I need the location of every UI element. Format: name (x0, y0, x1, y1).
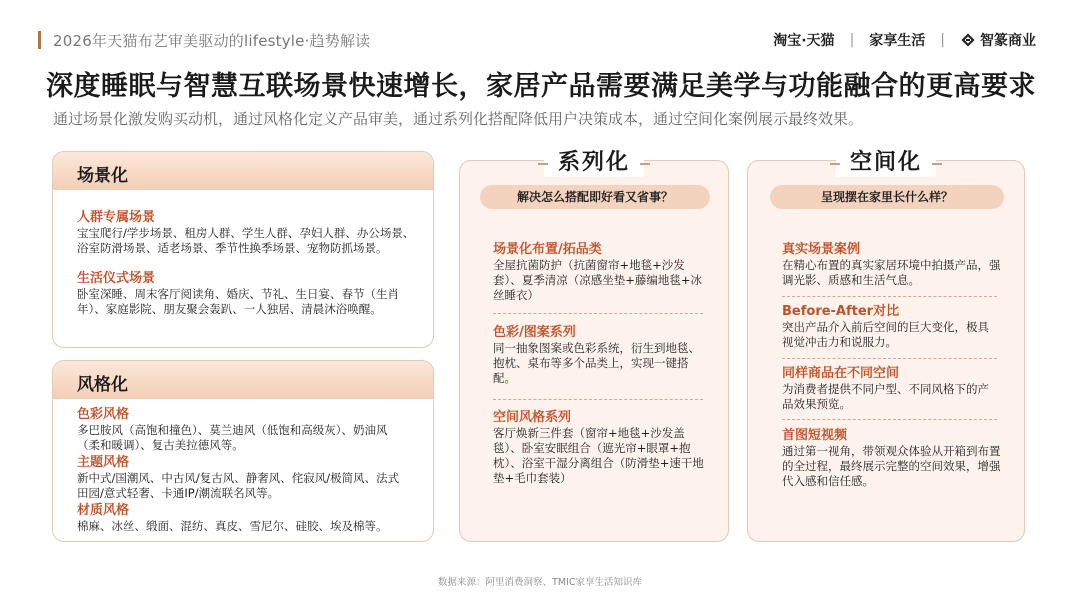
section-divider (493, 313, 703, 314)
scene-section-title: 生活仪式场景 (77, 271, 156, 286)
space-section-title: 同样商品在不同空间 (782, 366, 900, 381)
space-section-body: 为消费者提供不同户型、不同风格下的产品效果预览。 (782, 382, 989, 411)
scene-heading: 场景化 (77, 166, 128, 186)
brand-separator: | (940, 32, 945, 48)
series-section-title: 色彩/图案系列 (493, 325, 576, 340)
scene-section-body: 卧室深睡、周末客厅阅读角、婚庆、节礼、生日宴、春节（生肖年）、家庭影院、朋友聚会轰趴、一人独居、清晨沐浴唤醒。 (77, 287, 399, 316)
zhizhuan-logo-icon (960, 32, 976, 48)
heading-dash (640, 163, 650, 165)
heading-dash (830, 163, 840, 165)
space-section-title: 首图短视频 (782, 428, 848, 443)
style-card-header (53, 361, 433, 399)
section-divider (782, 358, 997, 359)
page-title: 深度睡眠与智慧互联场景快速增长，家居产品需要满足美学与功能融合的更高要求 (46, 71, 1036, 102)
style-card (52, 360, 434, 542)
space-heading (836, 149, 936, 177)
space-section (782, 365, 997, 412)
series-section-body: 同一抽象图案或色彩系统，衍生到地毯、抱枕、桌布等多个品类上，实现一键搭配。 (493, 341, 700, 385)
space-section-body: 突出产品介入前后空间的巨大变化，极具视觉冲击力和说服力。 (782, 320, 989, 349)
series-section-title: 空间风格系列 (493, 410, 572, 425)
style-section (77, 454, 407, 501)
scene-section (77, 270, 417, 317)
data-source-note: 数据来源：阿里消费洞察、TMIC家享生活知识库 (438, 577, 642, 588)
series-question: 解决怎么搭配即好看又省事？ (480, 185, 710, 209)
style-section (77, 406, 407, 453)
space-section-title: 真实场景案例 (782, 242, 861, 257)
space-section-body: 通过第一视角，带领观众体验从开箱到布置的全过程，最终展示完整的空间效果，增强代入感和信任感。 (782, 444, 1001, 488)
accent-bar (38, 31, 41, 49)
brand-logos (773, 30, 1036, 50)
scene-section-body: 宝宝爬行/学步场景、租房人群、学生人群、孕妇人群、办公场景、浴室防滑场景、适老场景、季节性换季场景、宠物防抓场景。 (77, 226, 415, 255)
section-divider (782, 296, 997, 297)
brand-zhizhuan (960, 30, 1036, 50)
space-section (782, 427, 1007, 489)
series-section (493, 409, 708, 486)
series-heading-text: 系列化 (557, 150, 631, 175)
brand-jiaxiang: 家享生活 (869, 33, 926, 49)
style-section (77, 502, 417, 534)
scene-card-header (53, 152, 433, 190)
scene-section (77, 209, 417, 256)
heading-dash (932, 163, 942, 165)
section-divider (782, 419, 997, 420)
style-section-title: 色彩风格 (77, 407, 130, 422)
space-section-body: 在精心布置的真实家居环境中拍摄产品，强调光影、质感和生活气息。 (782, 258, 1001, 287)
space-heading-text: 空间化 (849, 150, 923, 175)
style-section-title: 主题风格 (77, 455, 130, 470)
series-section-title: 场景化布置/拓品类 (493, 242, 602, 257)
space-column (747, 150, 1025, 542)
style-section-body: 多巴胺风（高饱和撞色）、莫兰迪风（低饱和高级灰）、奶油风（柔和暖调）、复古美拉德风等。 (77, 423, 388, 452)
brand-zhizhuan-label: 智篆商业 (980, 33, 1036, 49)
space-question: 呈现摆在家里长什么样？ (770, 185, 1004, 209)
heading-dash (538, 163, 548, 165)
scene-card (52, 151, 434, 348)
series-section-body: 全屋抗菌防护（抗菌窗帘+地毯+沙发套）、夏季清凉（凉感坐垫+藤编地毯+冰丝睡衣） (493, 258, 703, 302)
space-section-title: Before-After对比 (782, 304, 900, 319)
scene-section-title: 人群专属场景 (77, 210, 156, 225)
style-section-body: 棉麻、冰丝、缎面、混纺、真皮、雪尼尔、硅胶、埃及棉等。 (77, 519, 388, 533)
series-heading (544, 149, 644, 177)
series-section-body: 客厅焕新三件套（窗帘+地毯+沙发盖毯）、卧室安眠组合（遮光帘+眼罩+抱枕）、浴室干湿分离组合（防滑垫+速干地垫+毛巾套装） (493, 426, 704, 485)
style-heading: 风格化 (77, 375, 128, 395)
section-divider (493, 399, 703, 400)
report-header (38, 30, 370, 50)
space-section (782, 303, 997, 350)
page-subtitle: 通过场景化激发购买动机，通过风格化定义产品审美，通过系列化搭配降低用户决策成本，通过空间化案例展示最终效果。 (53, 110, 864, 128)
series-section (493, 241, 708, 303)
style-section-body: 新中式/国潮风、中古风/复古风、静奢风、侘寂风/极简风、法式田园/意式轻奢、卡通IP/潮流联名风等。 (77, 471, 400, 500)
style-section-title: 材质风格 (77, 503, 130, 518)
brand-separator: | (849, 32, 855, 48)
report-title: 2026年天猫布艺审美驱动的lifestyle·趋势解读 (53, 31, 371, 50)
series-section (493, 324, 703, 386)
series-column (459, 150, 729, 542)
space-section (782, 241, 1007, 288)
brand-taobao-tmall: 淘宝·天猫 (773, 33, 835, 49)
